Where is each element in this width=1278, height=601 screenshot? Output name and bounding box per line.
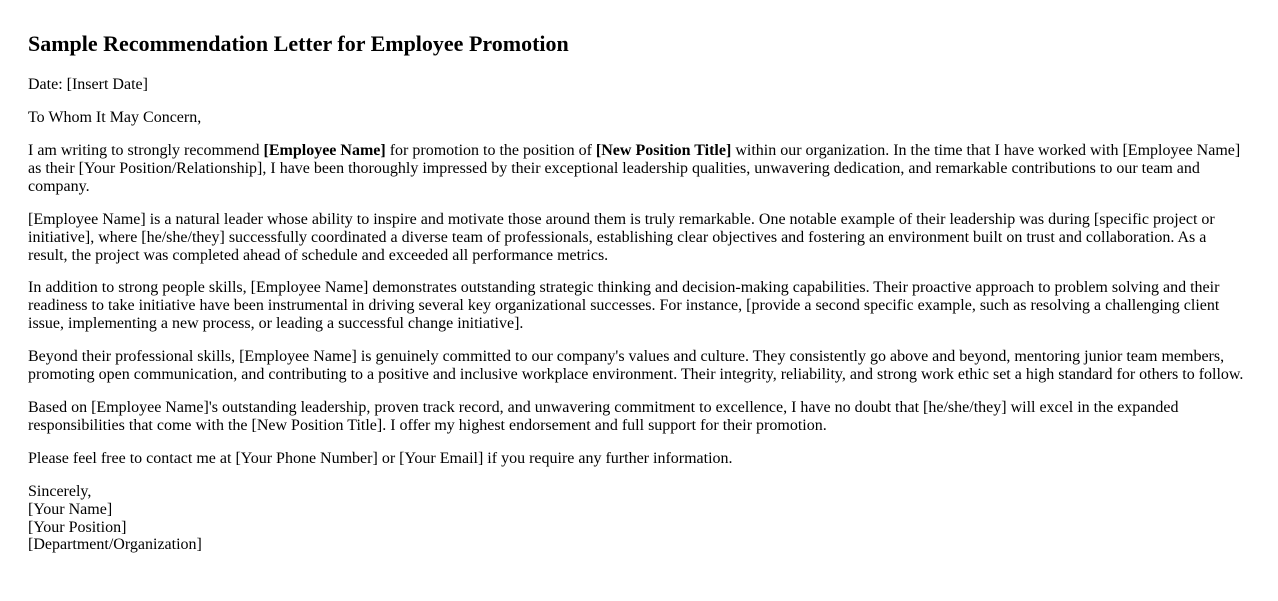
salutation: To Whom It May Concern,: [28, 109, 202, 127]
leadership-example-paragraph: [28, 211, 1248, 265]
intro-paragraph: [28, 142, 1248, 196]
strategic-thinking-paragraph: [28, 279, 1248, 333]
text-run: for promotion to the position of: [385, 142, 596, 159]
text-run: In addition to strong people skills, [Employee Name] demonstrates outstanding strategic thinking and decision-making capabilities. Their proactive approach to problem solving and their readiness to take initiative have been instrumental in driving several key organizational successes. For instance, [provide a second specific example, such as resolving a challenging client issue, implementing a new process, or leading a successful change initiative].: [28, 279, 1220, 333]
text-run: I am writing to strongly recommend: [28, 142, 264, 159]
contact-paragraph: [28, 450, 1248, 468]
bold-placeholder: [New Position Title]: [595, 142, 732, 159]
closing-position: [Your Position]: [28, 518, 127, 536]
values-culture-paragraph: [28, 348, 1248, 384]
closing-name: [Your Name]: [28, 500, 113, 518]
endorsement-paragraph: [28, 399, 1248, 435]
text-run: Based on [Employee Name]'s outstanding leadership, proven track record, and unwavering commitment to excellence, I have no doubt that [he/she/they] will excel in the expanded responsibilities that come with the [New Position Title]. I offer my highest endorsement and full support for their promotion.: [28, 398, 1179, 434]
bold-placeholder: [Employee Name]: [263, 142, 386, 159]
text-run: within our organization. In the time that I have worked with [Employee Name] as their [Your Position/Relationship], I have been thoroughly impressed by their exceptional leadership qualities, unwavering dedication, and remarkable contributions to our team and company.: [28, 142, 1241, 195]
closing-sign-off: Sincerely,: [28, 482, 92, 500]
closing-department: [Department/Organization]: [28, 536, 202, 554]
text-run: [Employee Name] is a natural leader whose ability to inspire and motivate those around them is truly remarkable. One notable example of their leadership was during [specific project or initiative], where [he/she/they] successfully coordinated a diverse team of professionals, establishing clear objectives and fostering an environment built on trust and collaboration. As a result, the project was completed ahead of schedule and exceeded all performance metrics.: [28, 210, 1215, 264]
text-run: Please feel free to contact me at [Your Phone Number] or [Your Email] if you require any further information.: [28, 449, 733, 467]
closing-block: [28, 483, 1248, 555]
text-run: Beyond their professional skills, [Employee Name] is genuinely committed to our company's values and culture. They consistently go above and beyond, mentoring junior team members, promoting open communication, and contributing to a positive and inclusive workplace environment. Their integrity, reliability, and strong work ethic set a high standard for others to follow.: [28, 348, 1244, 384]
date-line: Date: [Insert Date]: [28, 76, 148, 94]
document-title: Sample Recommendation Letter for Employee Promotion: [28, 31, 569, 56]
